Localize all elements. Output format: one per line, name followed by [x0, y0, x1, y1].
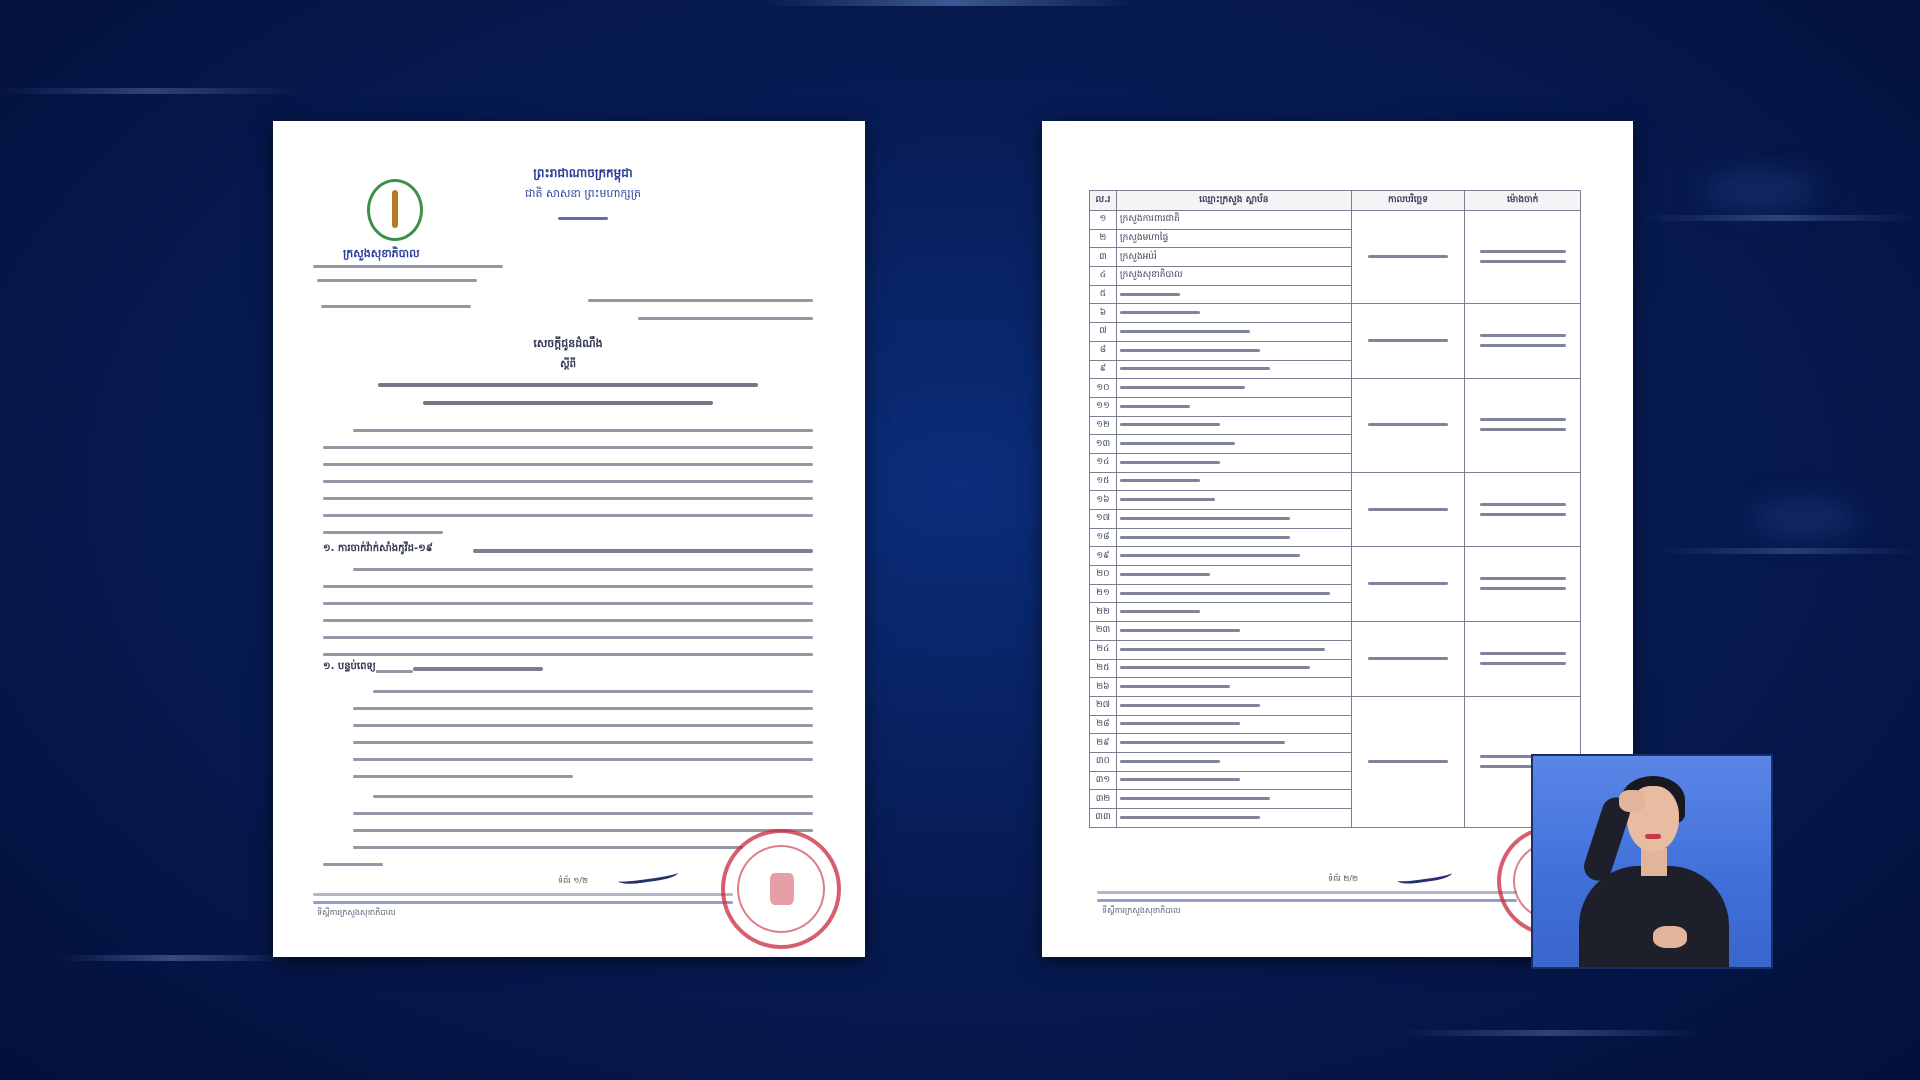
time-cell: [1465, 379, 1581, 472]
column-header: ឈ្មោះក្រសួង ស្ថាប័ន: [1116, 191, 1351, 211]
table-header-row: [1090, 191, 1581, 211]
row-number: ៤: [1090, 267, 1117, 286]
row-number: ២៨: [1090, 715, 1117, 734]
institution-name-placeholder: [1116, 416, 1351, 435]
institution-name: ក្រសួងអប់រំ: [1116, 248, 1351, 267]
column-header: កាលបរិច្ឆេទ: [1351, 191, 1465, 211]
row-number: ១០: [1090, 379, 1117, 398]
time-cell: [1465, 211, 1581, 304]
row-number: ១៨: [1090, 528, 1117, 547]
row-number: ៣៣: [1090, 809, 1117, 828]
document-page-left: [273, 121, 865, 957]
institution-name-placeholder: [1116, 584, 1351, 603]
row-number: ១៥: [1090, 472, 1117, 491]
row-number: ២៣: [1090, 622, 1117, 641]
institution-name-placeholder: [1116, 790, 1351, 809]
signature: [1396, 865, 1452, 886]
row-number: ១: [1090, 211, 1117, 230]
row-number: ៦: [1090, 304, 1117, 323]
footer-address: ទីស្តីការក្រសួងសុខាភិបាល: [317, 908, 396, 917]
bg-streak: [60, 955, 290, 961]
date-cell: [1351, 622, 1465, 697]
time-cell: [1465, 472, 1581, 547]
row-number: ២១: [1090, 584, 1117, 603]
date-cell: [1351, 304, 1465, 379]
row-number: ៣១: [1090, 771, 1117, 790]
row-number: ២៧: [1090, 696, 1117, 715]
institution-name-placeholder: [1116, 453, 1351, 472]
row-number: ១៦: [1090, 491, 1117, 510]
institution-name-placeholder: [1116, 360, 1351, 379]
row-number: ១២: [1090, 416, 1117, 435]
institution-name-placeholder: [1116, 472, 1351, 491]
institution-name-placeholder: [1116, 734, 1351, 753]
row-number: ៧: [1090, 323, 1117, 342]
page-number: ទំព័រ ១/២: [558, 876, 589, 885]
institution-name-placeholder: [1116, 304, 1351, 323]
date-cell: [1351, 211, 1465, 304]
institution-name-placeholder: [1116, 547, 1351, 566]
row-number: ២៩: [1090, 734, 1117, 753]
document-subtitle: ស្តីពី: [560, 359, 576, 370]
bg-streak: [1640, 215, 1920, 221]
row-number: ៨: [1090, 341, 1117, 360]
row-number: ៣២: [1090, 790, 1117, 809]
ministry-name: ក្រសួងសុខាភិបាល: [343, 247, 420, 260]
institution-name-placeholder: [1116, 603, 1351, 622]
institution-name-placeholder: [1116, 379, 1351, 398]
row-number: ៥: [1090, 285, 1117, 304]
institution-name-placeholder: [1116, 397, 1351, 416]
interpreter-hand: [1619, 790, 1645, 812]
bg-glow: [1750, 500, 1860, 536]
institution-name-placeholder: [1116, 752, 1351, 771]
table-row: [1090, 304, 1581, 323]
section-heading: ១. ការចាក់វ៉ាក់សាំងកូវីដ-១៩: [323, 543, 433, 554]
time-cell: [1465, 547, 1581, 622]
table-row: [1090, 547, 1581, 566]
time-cell: [1465, 622, 1581, 697]
institution-name-placeholder: [1116, 696, 1351, 715]
institution-name-placeholder: [1116, 285, 1351, 304]
institution-name-placeholder: [1116, 622, 1351, 641]
row-number: ៩: [1090, 360, 1117, 379]
institution-name: ក្រសួងការពារជាតិ: [1116, 211, 1351, 230]
bg-streak: [0, 88, 300, 94]
bg-streak: [1660, 548, 1920, 554]
table-row: [1090, 622, 1581, 641]
institution-name-placeholder: [1116, 809, 1351, 828]
time-cell: [1465, 304, 1581, 379]
row-number: ១១: [1090, 397, 1117, 416]
date-cell: [1351, 472, 1465, 547]
row-number: ២២: [1090, 603, 1117, 622]
official-seal-icon: [721, 829, 841, 949]
interpreter-body: [1579, 866, 1729, 969]
row-number: ២៤: [1090, 640, 1117, 659]
row-number: ២: [1090, 229, 1117, 248]
subsection-heading: ១. បន្ទប់ពេទ្យ: [323, 661, 376, 672]
interpreter-hand: [1653, 926, 1687, 948]
bg-streak: [1400, 1030, 1700, 1036]
institution-name-placeholder: [1116, 715, 1351, 734]
table-row: [1090, 211, 1581, 230]
bg-glow: [1700, 170, 1820, 210]
institution-name-placeholder: [1116, 341, 1351, 360]
sign-language-interpreter-inset: [1531, 754, 1773, 969]
table-row: [1090, 696, 1581, 715]
column-header: ល.រ: [1090, 191, 1117, 211]
row-number: ១៤: [1090, 453, 1117, 472]
institution-name: ក្រសួងមហាផ្ទៃ: [1116, 229, 1351, 248]
column-header: ម៉ោងចាក់: [1465, 191, 1581, 211]
footer-address: ទីស្តីការក្រសួងសុខាភិបាល: [1102, 906, 1181, 915]
page-number: ទំព័រ ២/២: [1328, 874, 1359, 883]
institution-name-placeholder: [1116, 771, 1351, 790]
kingdom-title: ព្រះរាជាណាចក្រកម្ពុជា: [533, 166, 633, 180]
institution-name-placeholder: [1116, 566, 1351, 585]
row-number: ៣០: [1090, 752, 1117, 771]
date-cell: [1351, 547, 1465, 622]
institution-name-placeholder: [1116, 528, 1351, 547]
row-number: ១៣: [1090, 435, 1117, 454]
ministry-emblem-icon: [367, 179, 423, 241]
row-number: ២៥: [1090, 659, 1117, 678]
signature: [617, 865, 678, 886]
document-title: សេចក្តីជូនដំណឹង: [533, 337, 603, 350]
row-number: ១៧: [1090, 510, 1117, 529]
schedule-table: [1089, 190, 1581, 828]
row-number: ១៩: [1090, 547, 1117, 566]
date-cell: [1351, 379, 1465, 472]
institution-name-placeholder: [1116, 659, 1351, 678]
row-number: ២០: [1090, 566, 1117, 585]
institution-name-placeholder: [1116, 678, 1351, 697]
row-number: ៣: [1090, 248, 1117, 267]
institution-name-placeholder: [1116, 491, 1351, 510]
institution-name-placeholder: [1116, 640, 1351, 659]
row-number: ២៦: [1090, 678, 1117, 697]
institution-name-placeholder: [1116, 435, 1351, 454]
institution-name-placeholder: [1116, 510, 1351, 529]
bg-streak: [760, 0, 1140, 6]
table-row: [1090, 472, 1581, 491]
kingdom-motto: ជាតិ សាសនា ព្រះមហាក្សត្រ: [525, 187, 641, 200]
institution-name-placeholder: [1116, 323, 1351, 342]
institution-name: ក្រសួងសុខាភិបាល: [1116, 267, 1351, 286]
date-cell: [1351, 696, 1465, 827]
table-row: [1090, 379, 1581, 398]
